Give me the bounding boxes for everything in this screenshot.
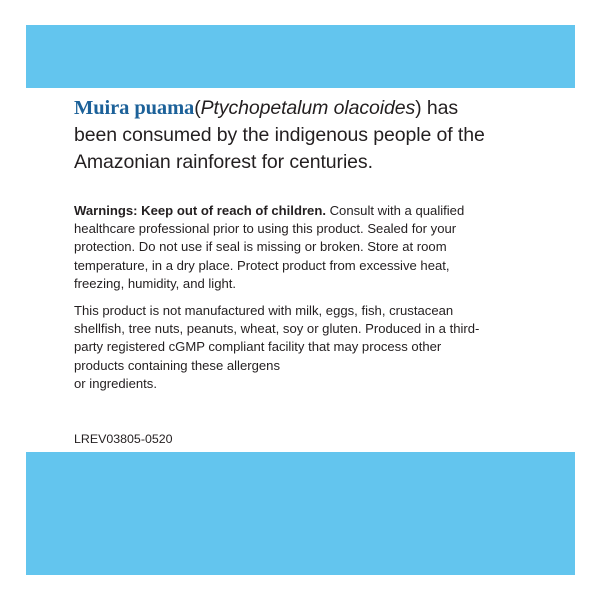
allergen-paragraph: [74, 302, 492, 393]
botanical-common-name: Muira puama: [74, 97, 195, 119]
headline-paragraph: [74, 95, 492, 176]
label-text-content: [74, 95, 492, 393]
headline-rest-text: has been consumed by the indigenous people of the Amazonian rainforest for centuries.: [74, 97, 485, 173]
allergen-line-1: This product is not manufactured with milk, eggs, fish, crustacean shellfish, tree nuts, peanuts, wheat, soy or gluten. Produced in a third-party registered cGMP compliant facility that may process other products containing these allergens: [74, 303, 480, 373]
headline-open-paren: (: [194, 97, 201, 119]
warnings-body-text: Consult with a qualified healthcare professional prior to using this product. Sealed for your protection. Do not use if seal is missing or broken. Store at room temperature, in a dry place. Protect product from excessive heat, freezing, humidity, and light.: [74, 203, 465, 291]
bottom-accent-bar: [26, 452, 575, 575]
scientific-name: Ptychopetalum olacoides: [200, 97, 416, 119]
headline-close-paren: ): [415, 97, 422, 119]
fine-print-block: [74, 202, 492, 393]
warnings-paragraph: [74, 202, 492, 293]
top-accent-bar: [26, 25, 575, 88]
allergen-line-2: or ingredients.: [74, 375, 157, 391]
warnings-lead-text: Warnings: Keep out of reach of children.: [74, 203, 326, 218]
lot-code-text: LREV03805-0520: [74, 432, 173, 446]
